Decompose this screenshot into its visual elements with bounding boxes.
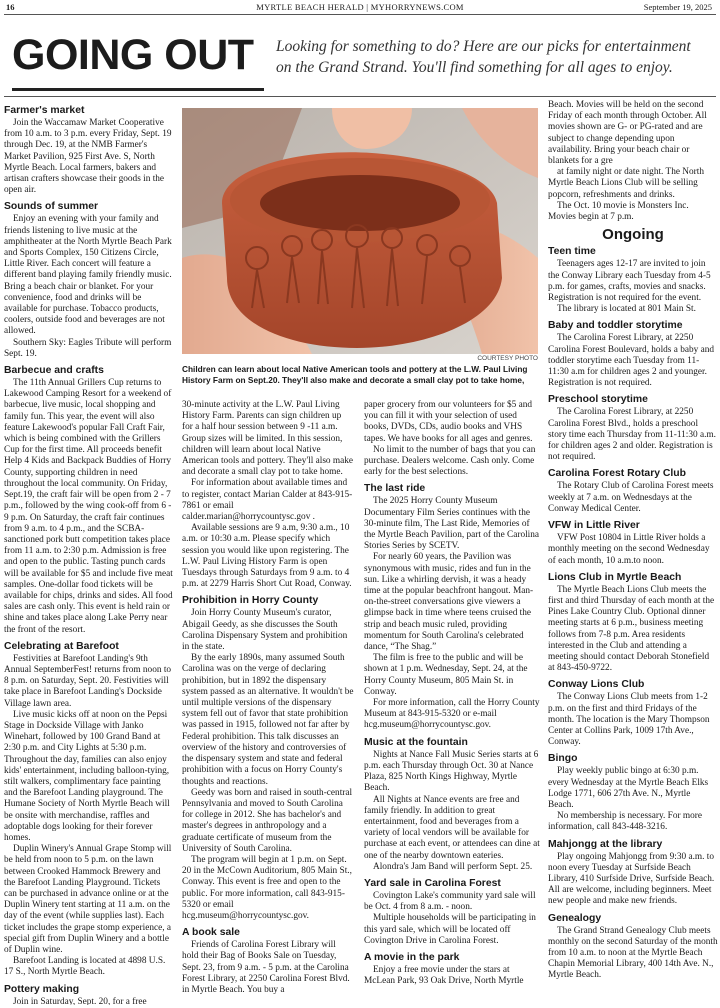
body-text: Play ongoing Mahjongg from 9:30 a.m. to noon every Tuesday at Surfside Beach Library, 410 Surfside Drive, Surfside Beach. All are welcome, including beginners. Meet new people and make new friends. — [548, 851, 715, 907]
body-text: The program will begin at 1 p.m. on Sept. 20 in the McCown Auditorium, 805 Main St., Conway. This event is free and open to the public. For more information, call 843-915-5320 or email hcg.museum@horrycountysc.gov. — [182, 854, 352, 921]
body-text: The Rotary Club of Carolina Forest meets weekly at 7 a.m. on Wednesdays at the Conway Medical Center. — [548, 481, 714, 514]
title-underline — [12, 88, 264, 91]
body-text: Barefoot Landing is located at 4898 U.S. 17 S., North Myrtle Beach. — [4, 956, 166, 978]
body-text: Nights at Nance Fall Music Series starts at 6 p.m. each Thursday through Oct. 30 at Nance Plaza, 825 North Kings Highway, Myrtle Beach. — [364, 749, 539, 794]
body-text: Available sessions are 9 a.m, 9:30 a.m., 10 a.m. or 10:30 a.m. Please specify which session you would like upon registering. The L.W. Paul Living History Farm is open Tuesdays through Saturdays from 9 a.m. to 4 p.m. at 2279 Harris Short Cut Road, Conway. — [182, 523, 352, 590]
photo-caption: Children can learn about local Native American tools and pottery at the L.W. Paul Living History Farm on Sept.20. They'll also make and decorate a small clay pot to take home, — [182, 364, 528, 385]
heading-preschool-storytime: Preschool storytime — [548, 394, 648, 406]
heading-prohibition: Prohibition in Horry County — [182, 595, 319, 607]
body-text: The Myrtle Beach Lions Club meets the first and third Thursday of each month at the Pines Lake Country Club. Optional dinner meeting starts at 6 p.m., business meeting follows from 7-8 p.m. Area residents interested in the Club and attending a meeting should contact Deborah Stonefield at 843-450-9722. — [548, 584, 715, 674]
section-title: GOING OUT — [12, 31, 254, 79]
heading-last-ride: The last ride — [364, 483, 426, 495]
heading-bingo: Bingo — [548, 753, 578, 765]
body-text: Beach. Movies will be held on the second Friday of each month through October. All movies shown are G- or PG-rated and are subject to change depending upon availability. Bring your beach chair or blankets for a gre — [548, 100, 707, 167]
header-rule — [4, 14, 716, 15]
heading-music-fountain: Music at the fountain — [364, 736, 468, 748]
body-text: Enjoy an evening with your family and friends listening to live music at the amphitheater at the North Myrtle Beach Park and Sports Complex, 150 Citizens Circle, Little River. Each concert will feature a different band playing family friendly music. Bring a beach chair or blanket. For your convenience, food and drinks will be available for purchase. Tobacco products, coolers, outside food and beverages are not allowed. — [4, 214, 172, 337]
body-text: The library is located at 801 Main St. — [557, 304, 696, 315]
page-number: 16 — [6, 2, 15, 12]
heading-rotary-club: Carolina Forest Rotary Club — [548, 468, 686, 480]
column-2 — [182, 400, 354, 1005]
heading-baby-storytime: Baby and toddler storytime — [548, 320, 683, 332]
body-text: Covington Lake's community yard sale will be Oct. 4 from 8 a.m. - noon. — [364, 890, 536, 913]
body-text: For nearly 60 years, the Pavilion was synonymous with music, rides and fun in the sun. Like a whirling dervish, it was a heady time at the popular beachfront hangout. Man-on-the-street conversations give viewers a glimpse back in time where teens cruised the strip and beach music ruled, providing momentum for South Carolina's celebrated dance, “The Shag.” — [364, 552, 534, 653]
body-text: All Nights at Nance events are free and family friendly. In addition to great entertainment, food and beverages from a variety of local vendors will be available for purchase at each event, or attendees can dine at one of the nearby downtown eateries. — [364, 794, 540, 861]
body-text: Multiple households will be participating in this yard sale, which will be located off Covington Drive in Carolina Forest. — [364, 913, 536, 946]
page-header — [0, 0, 720, 14]
body-text: Join in Saturday, Sept. 20, for a free — [13, 996, 147, 1005]
body-text: For information about available times and to register, contact Marian Calder at 843-915-7861 or email calder.marian@horrycountysc.gov . — [182, 478, 353, 523]
section-tagline: Looking for something to do? Here are our picks for entertainment on the Grand Strand. You'll find something for all ages to enjoy. — [276, 38, 691, 76]
title-rule — [4, 96, 716, 97]
body-text: Live music kicks off at noon on the Pepsi Stage in Dockside Village with Janko Winehart, followed by 100 Grand Band at 2:30 p.m. and City Lights at 5:30 p.m. Throughout the day, families can also enjoy kids' entertainment, including balloon-tying, stilt walkers, complimentary face painting and the Barefoot Landing playground. The Humane Society of North Myrtle Beach will be onsite with merchandise, raffles and adoptable dogs looking for their forever homes. — [4, 709, 170, 843]
body-text: Friends of Carolina Forest Library will hold their Bag of Books Sale on Tuesday, Sept. 23, from 9 a.m. - 5 p.m. at the Carolina Forest Library, at 2250 Carolina Forest Blvd. in Myrtle Beach. You buy a — [182, 940, 350, 995]
body-text: Alondra's Jam Band will perform Sept. 25. — [373, 861, 533, 872]
body-text: The 2025 Horry County Museum Documentary Film Series continues with the 30-minute film, The Last Ride, Memories of the Myrtle Beach Pavilion, part of the Carolina Stories Series by SCETV. — [364, 496, 540, 552]
heading-book-sale: A book sale — [182, 927, 240, 939]
body-text: No limit to the number of bags that you can purchase. Dealers welcome. Cash only. Come early for the best selections. — [364, 444, 536, 478]
body-text: paper grocery from our volunteers for $5 and you can fill it with your selection of used books, DVDs, CDs, audio books and VHS tapes. We have books for all ages and genres. — [364, 400, 533, 444]
photo-credit: COURTESY PHOTO — [477, 355, 538, 362]
heading-vfw: VFW in Little River — [548, 520, 640, 532]
heading-yard-sale: Yard sale in Carolina Forest — [364, 877, 501, 889]
body-text: Southern Sky: Eagles Tribute will perform Sept. 19. — [4, 337, 172, 359]
issue-date: September 19, 2025 — [643, 2, 712, 12]
heading-genealogy: Genealogy — [548, 912, 602, 924]
body-text: VFW Post 10804 in Little River holds a monthly meeting on the second Wednesday of each month, 10 a.m.to noon. — [548, 533, 710, 566]
body-text: No membership is necessary. For more information, call 843-448-3216. — [548, 811, 703, 833]
body-text: The Carolina Forest Library, at 2250 Carolina Forest Blvd., holds a preschool story time each Thursday from 11-11:30 a.m. for children ages 2 and older. Registration is not required. — [548, 407, 716, 463]
heading-sounds-of-summer: Sounds of summer — [4, 201, 99, 213]
heading-conway-lions: Conway Lions Club — [548, 679, 645, 691]
heading-lions-myrtle: Lions Club in Myrtle Beach — [548, 571, 682, 583]
heading-barbecue-crafts: Barbecue and crafts — [4, 365, 104, 377]
publication-name[interactable]: MYRTLE BEACH HERALD | MYHORRYNEWS.COM — [256, 2, 464, 12]
heading-pottery-making: Pottery making — [4, 983, 80, 995]
body-text: The Oct. 10 movie is Monsters Inc. Movies begin at 7 p.m. — [548, 200, 689, 223]
heading-mahjongg: Mahjongg at the library — [548, 838, 663, 850]
body-text: The Grand Strand Genealogy Club meets monthly on the second Saturday of the month from 10 a.m. to noon at the Myrtle Beach Chapin Memorial Library, 400 14th Ave. N., Myrtle Beach. — [548, 925, 718, 981]
body-text: Festivities at Barefoot Landing's 9th Annual SeptemberFest! returns from noon to 8 p.m. on Saturday, Sept. 20. Festivities will take place in Barefoot Landing's Dockside Village lawn area. — [4, 653, 172, 709]
body-text: Join the Waccamaw Market Cooperative from 10 a.m. to 3 p.m. every Friday, Sept. 19 through Dec. 19, at the NMB Farmer's Market Pavilion, 925 First Ave. S, North Myrtle Beach. Local farmers, bakers and artisan crafters showcase their goods in the open air. — [4, 118, 172, 196]
body-text: Geedy was born and raised in south-central Pennsylvania and moved to South Carolina for college in 2012. She has bachelor's and master's degrees in anthropology and a graduate certificate of museum from the University of South Carolina. — [182, 787, 353, 854]
body-text: By the early 1890s, many assumed South Carolina was on the verge of declaring prohibition, but in 1892 the dispensary system passed as an alternative. It wouldn't be until multiple versions of the dispensary system fell out of favor that state prohibition was passed in 1915, followed not far after by Federal prohibition. This talk discusses an overview of the history and controversies of the dispensary system and state and federal prohibition with a focus on Horry County's thoughts and reactions. — [182, 653, 354, 787]
body-text: Play weekly public bingo at 6:30 p.m. every Wednesday at the Myrtle Beach Elks Lodge 1771, 606 27th Ave. N., Myrtle Beach. — [548, 766, 709, 810]
heading-farmers-market: Farmer's market — [4, 105, 85, 116]
body-text: Enjoy a free movie under the stars at McLean Park, 93 Oak Drive, North Myrtle — [364, 964, 524, 987]
heading-celebrating-barefoot: Celebrating at Barefoot — [4, 640, 119, 652]
body-text: Teenagers ages 12-17 are invited to join the Conway Library each Tuesday from 4-5 p.m. for games, crafts, movies and snacks. Registration is not required for the event. — [548, 259, 711, 304]
body-text: The film is free to the public and will be shown at 1 p.m. Wednesday, Sept. 24, at the Horry County Museum, 805 Main St. in Conway. — [364, 653, 528, 697]
ongoing-heading: Ongoing — [602, 226, 664, 244]
column-4 — [548, 100, 718, 1005]
pottery-photo — [182, 108, 538, 354]
body-text: at family night or date night. The North Myrtle Beach Lions Club will be selling popcorn, refreshments and drinks. — [548, 167, 704, 200]
column-1 — [4, 100, 174, 1005]
body-text: The Carolina Forest Library, at 2250 Carolina Forest Boulevard, holds a baby and toddler storytime each Tuesday from 11-11:30 a.m for children ages 2 and younger. Registration is not required. — [548, 333, 715, 389]
heading-movie-park: A movie in the park — [364, 951, 460, 963]
body-text: Duplin Winery's Annual Grape Stomp will be held from noon to 5 p.m. on the lawn between Crooked Hammock Brewery and the Barefoot Landing Playground. Tickets can be purchased in advance online or at the Duplin Winery tent starting at 11 a.m. on the day of the event (while supplies last). Each ticket includes the grape stomp experience, a special gift from Duplin Winery and a bottle of Duplin wine. — [4, 844, 172, 956]
body-text: For more information, call the Horry County Museum at 843-915-5320 or e-mail hcg.museum@horrycountysc.gov. — [364, 698, 540, 731]
heading-teen-time: Teen time — [548, 246, 596, 258]
clay-pot-illustration — [182, 108, 538, 354]
column-3 — [364, 400, 540, 1005]
body-text: Join Horry County Museum's curator, Abigail Geedy, as she discusses the South Carolina Dispensary System and prohibition in the state. — [182, 608, 348, 653]
body-text: The Conway Lions Club meets from 1-2 p.m. on the first and third Fridays of the month. The location is the Mary Thompson Center at Collins Park, 1009 17th Ave., Conway. — [548, 692, 710, 748]
body-text: 30-minute activity at the L.W. Paul Living History Farm. Parents can sign children up for a half hour session between 9 -11 a.m. Group sizes will be limited. In this session, children will learn about local Native American tools and pottery. They'll also make and decorate a small clay pot to take home. — [182, 400, 354, 478]
body-text: The 11th Annual Grillers Cup returns to Lakewood Camping Resort for a weekend of barbecue, live music, local shopping and family fun. This year, the event will also feature Lakewood's popular Fall Craft Fair, which is being combined with the Grillers Cup for the first time. All proceeds benefit Help 4 Kids and Backpack Buddies of Horry County, supporting children in need throughout the local community. On Friday, Sept.19, the craft fair will be open from 2 - 7 p.m., followed by the wing cook-off from 6 - 9 p.m. On Saturday, the craft fair continues from 9 a.m. to 4 p.m., and the SCBA-sanctioned pork butt competition takes place from 11 a.m. to 2:30 p.m. Admission is free and open to the public. Tasting punch cards will be available for $5 and include five meat samples. One-dollar food tickets will be available for chips, drinks and sides. All food sales are cash only. This event is held rain or shine and takes place along Lake Perry near the front of the resort. — [4, 378, 173, 635]
